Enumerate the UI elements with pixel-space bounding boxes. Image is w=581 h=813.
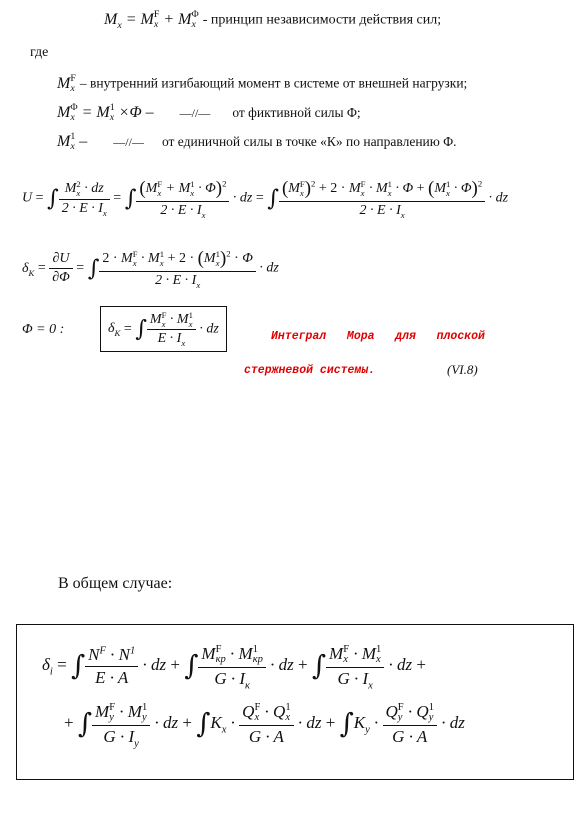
derivative-formula: $\delta_K$ = $\frac{\partial U}{\partial\Phi}$ = ∫ 2 · M F x · M 1 x + 2 · (M 1 x )$^2$ · Φ $2 \cdot E \cdot I_x$ · dz [22,248,279,290]
gde-label: где [30,45,49,60]
superposition-caption: - принцип независимости действия сил; [202,12,442,28]
mohr-caption-line1: Интеграл Мора для плоской [271,330,485,343]
general-case-heading: В общем случае: [58,575,173,592]
definition-m1: M 1 x – —//— от единичной силы в точке «К» по направлению Φ. [57,131,457,152]
mohr-caption-line2: стержневой системы. [244,364,376,377]
mohr-integral-box: $\delta_K$ = ∫ M F x · M 1 x $E \cdot I_x$ · dz [100,306,227,352]
superposition-formula: $M_x = M$ F x + M Φ x - принцип независимости действия сил; [104,9,442,31]
energy-formula: U = ∫ M 2 x · dz $2 \cdot E \cdot I_x$ = ∫ (M F x + M 1 x · Φ)$^2$ $2 \cdot E \cdot I_x$ · dz = ∫ (M F x )$^2$ + 2 · M F x · M 1 x · Φ + (M 1 x · Φ)$^2$ $2 \cdot E \cdot I_x$ · dz [22,178,509,220]
definition-mf: M F x – внутренний изгибающий момент в системе от внешней нагрузки; [57,73,468,94]
equation-tag: (VI.8) [447,362,478,377]
general-formula-line1: $\delta_i$ = ∫ $\frac{N^F \cdot N^1}{E \cdot A}$ · dz + ∫ M F кр · M 1 кр $G \cdot I_к$ · dz + ∫ M F x · M 1 x $G \cdot I_x$ · dz + [42,643,426,692]
general-formula-line2: + ∫ M F y · M 1 y $G \cdot I_y$ · dz + $\int K_x$ · Q F x · Q 1 x G · A · dz + $\int K_y$ · Q F y · Q 1 y G · A · dz [64,701,465,750]
definition-mphi: M Φ x = M 1 x ×Φ – —//— от фиктивной силы Φ; [57,102,361,123]
phi-zero-label: Φ = 0 : [22,322,65,337]
